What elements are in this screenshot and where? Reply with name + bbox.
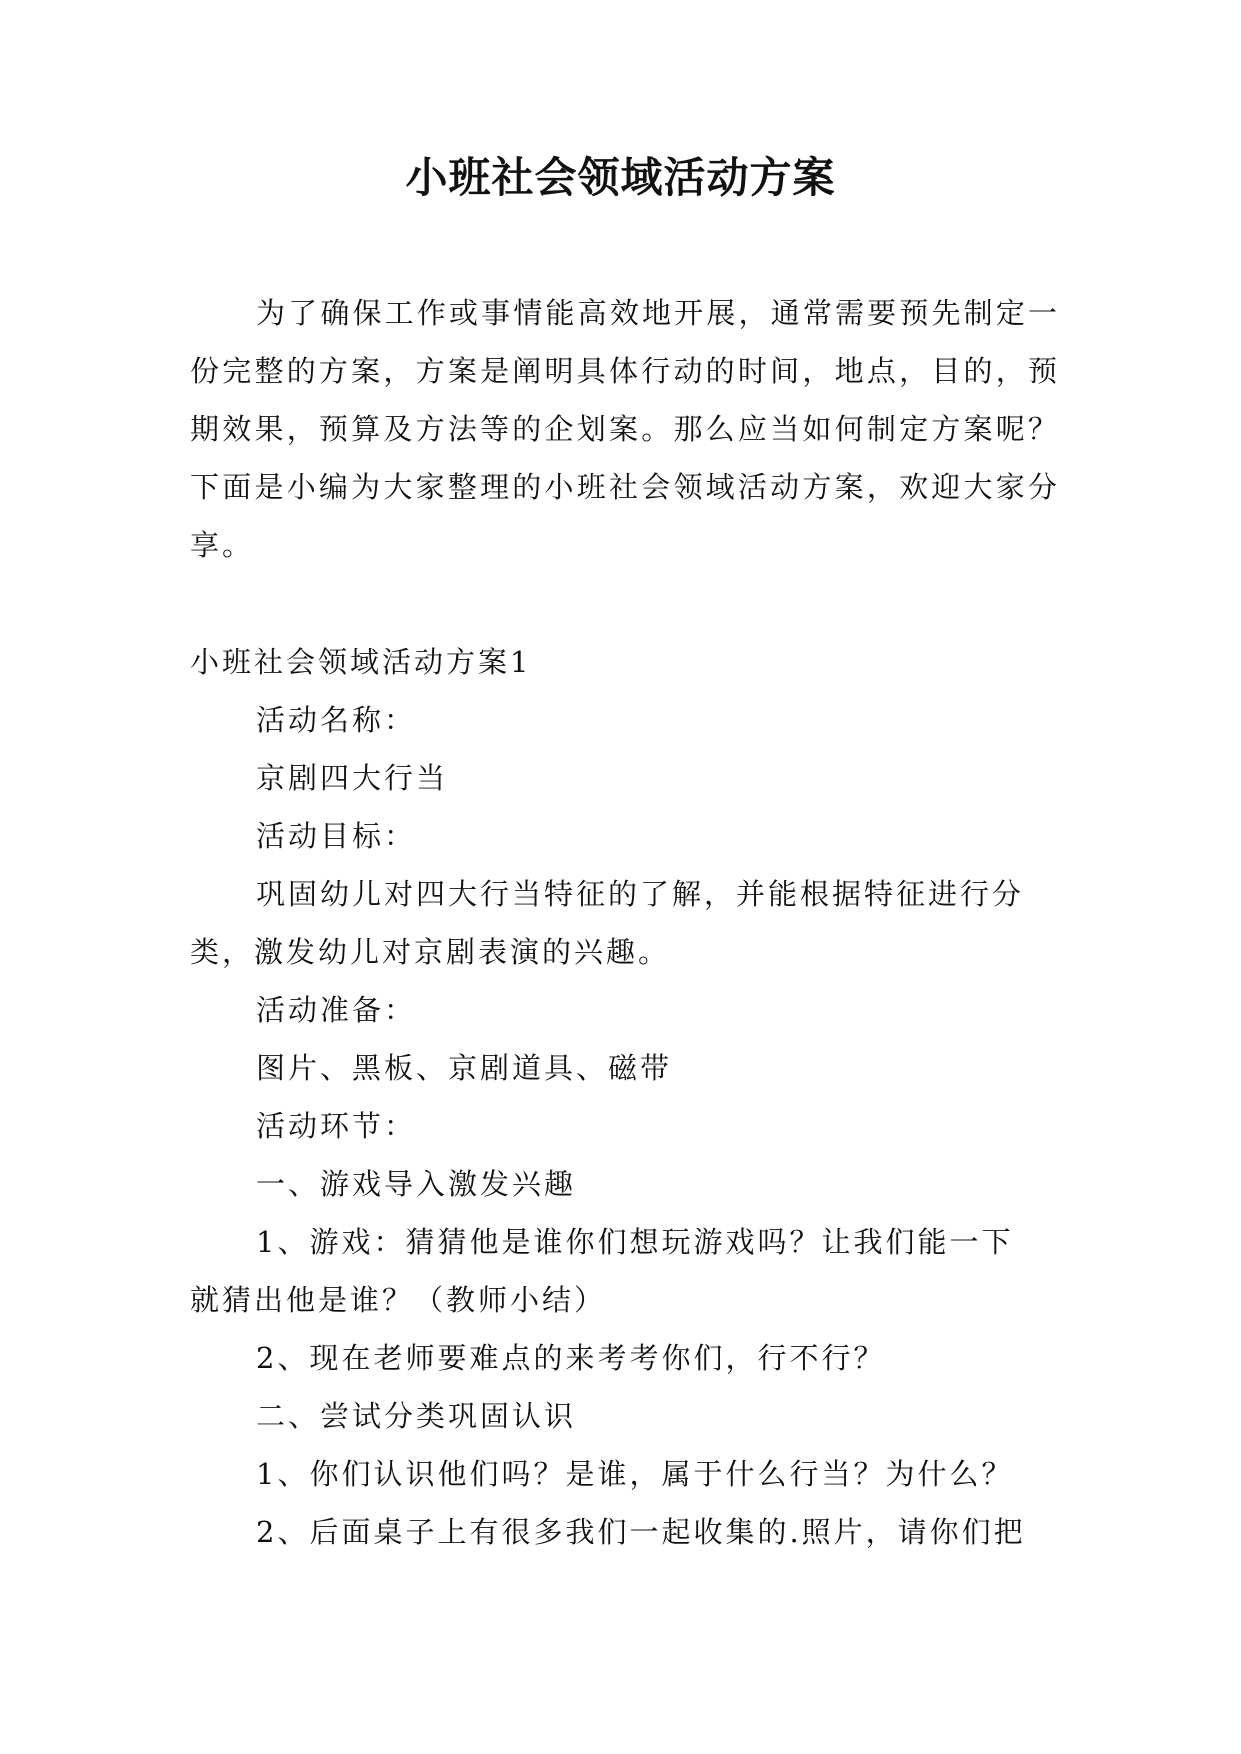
step-two-heading: 二、尝试分类巩固认识 — [256, 1399, 577, 1433]
step-one-item-1-line-2: 就猜出他是谁？（教师小结） — [190, 1283, 607, 1317]
step-one-item-1-line-1: 1、游戏：猜猜他是谁你们想玩游戏吗？让我们能一下 — [256, 1225, 1014, 1259]
step-two-item-1: 1、你们认识他们吗？是谁，属于什么行当？为什么？ — [256, 1457, 1014, 1491]
activity-prep-label: 活动准备： — [256, 993, 417, 1027]
activity-name-value: 京剧四大行当 — [256, 761, 449, 795]
activity-name-label: 活动名称： — [256, 703, 417, 737]
section-heading: 小班社会领域活动方案1 — [190, 645, 532, 679]
activity-goal-line-1: 巩固幼儿对四大行当特征的了解，并能根据特征进行分 — [256, 877, 1025, 911]
document-title: 小班社会领域活动方案 — [405, 153, 836, 202]
activity-goal-label: 活动目标： — [256, 819, 417, 853]
activity-steps-label: 活动环节： — [256, 1109, 417, 1143]
intro-paragraph: 为了确保工作或事情能高效地开展，通常需要预先制定一份完整的方案，方案是阐明具体行动的时间，地点，目的，预期效果，预算及方法等的企划案。那么应当如何制定方案呢？下面是小编为大家整理的小班社会领域活动方案，欢迎大家分享。 — [190, 296, 1060, 562]
activity-prep-value: 图片、黑板、京剧道具、磁带 — [256, 1051, 673, 1085]
step-one-item-2: 2、现在老师要难点的来考考你们，行不行？ — [256, 1341, 886, 1375]
step-two-item-2: 2、后面桌子上有很多我们一起收集的.照片，请你们把 — [256, 1515, 1026, 1549]
activity-goal-line-2: 类，激发幼儿对京剧表演的兴趣。 — [190, 935, 671, 969]
step-one-heading: 一、游戏导入激发兴趣 — [256, 1167, 577, 1201]
